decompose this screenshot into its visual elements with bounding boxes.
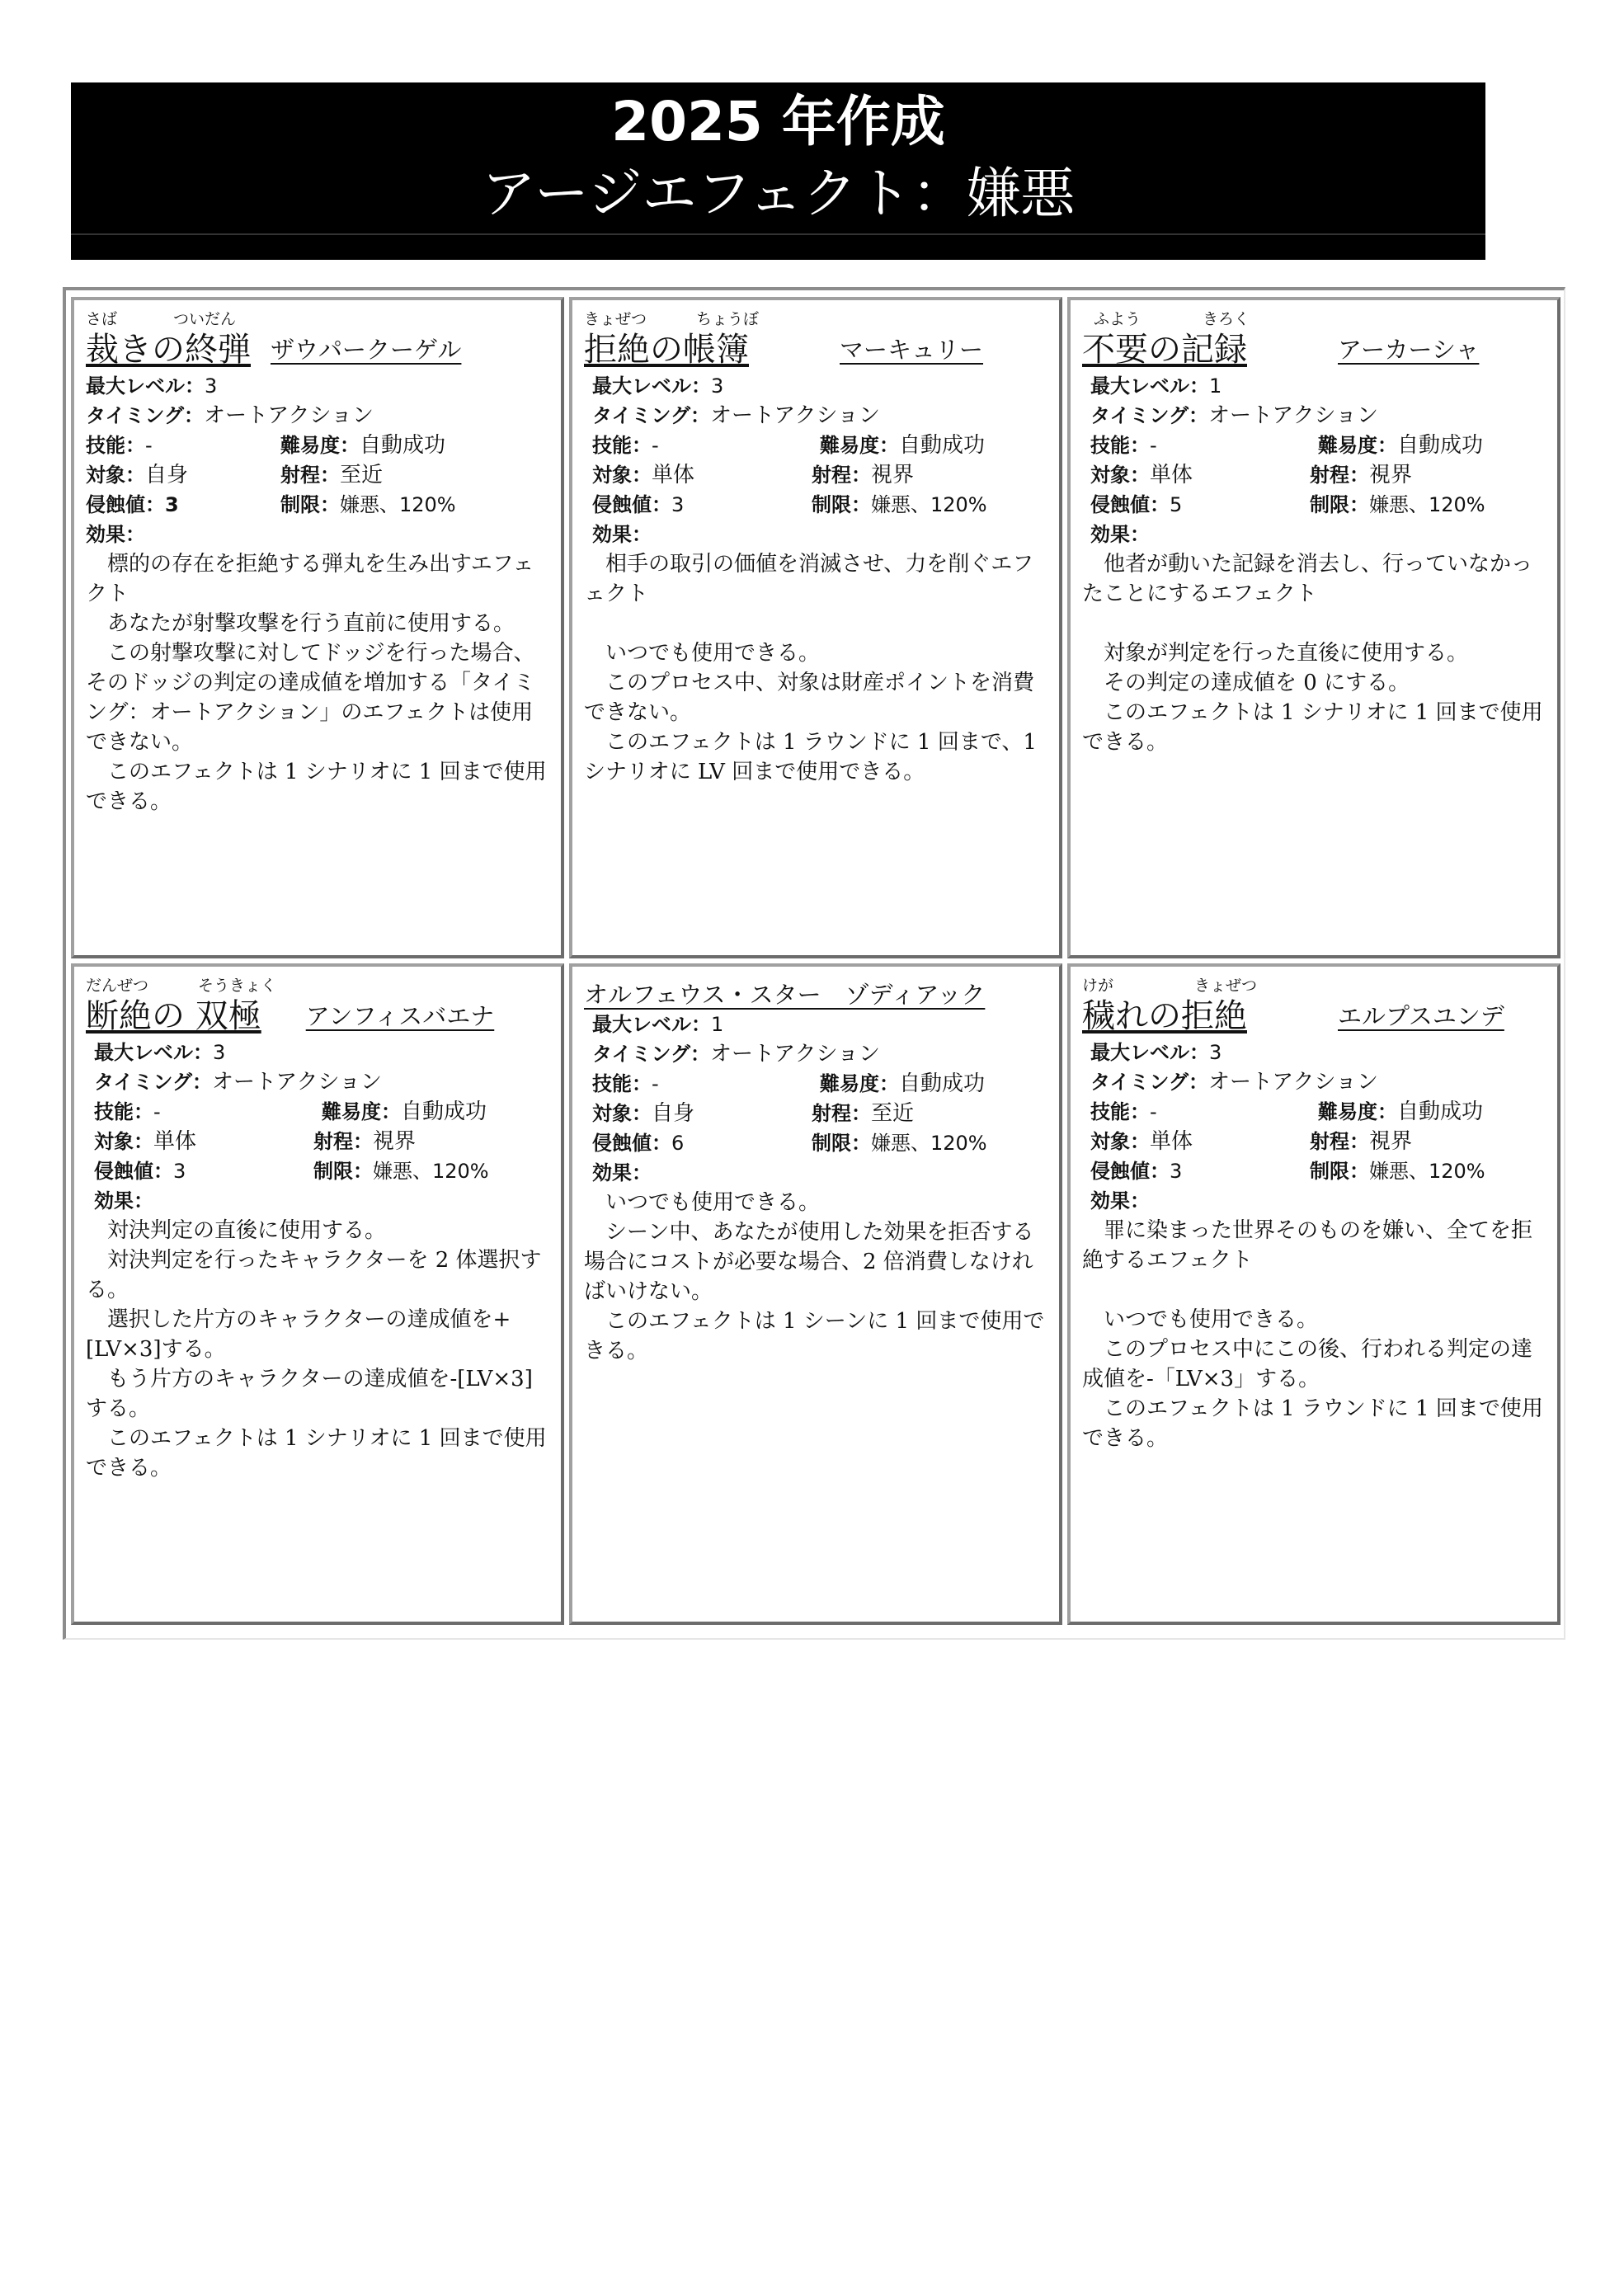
difficulty-label: 難易度： (322, 1100, 401, 1123)
erosion-value: 3 (165, 493, 179, 516)
effect-text (584, 549, 1047, 787)
effect-name: 穢れの拒絶 (1082, 997, 1247, 1035)
effect-paragraph (1082, 1275, 1546, 1305)
ruby-a: ふよう (1094, 310, 1142, 328)
timing-value: オートアクション (1208, 1070, 1378, 1095)
effect-label: 効果： (592, 523, 652, 546)
timing-label: タイミング： (592, 1043, 711, 1066)
effect-paragraph: 相手の取引の価値を消滅させ、力を削ぐエフェクト (584, 552, 1034, 606)
effect-reading: マーキュリー (840, 336, 984, 364)
stat-block (86, 371, 549, 549)
effect-card-sheet (63, 287, 1565, 1640)
ruby-b: きょぜつ (1194, 977, 1258, 995)
banner-title: アージエフェクト：嫌悪 (481, 162, 1076, 225)
range-label: 射程： (313, 1130, 373, 1153)
target-label: 対象： (86, 464, 145, 487)
effect-paragraph: このエフェクトは 1 シナリオに 1 回まで使用できる。 (1082, 700, 1543, 755)
skill-value: - (1150, 434, 1157, 457)
limit-value: 嫌悪、120% (1369, 1160, 1485, 1183)
timing-value: オートアクション (710, 403, 880, 428)
effect-name: 不要の記録 (1082, 331, 1247, 369)
skill-label: 技能： (1090, 1100, 1150, 1123)
effect-paragraph: 他者が動いた記録を消去し、行っていなかったことにするエフェクト (1082, 552, 1533, 606)
effect-card-orpheus-star (569, 963, 1062, 1625)
limit-value: 嫌悪、120% (373, 1160, 489, 1183)
limit-label: 制限： (1310, 1160, 1369, 1183)
ruby-b: ついだん (173, 310, 237, 328)
max-level-value: 3 (1209, 1041, 1222, 1064)
effect-card-danzetsu-soukyoku (71, 963, 564, 1625)
banner-year: 2025 年作成 (611, 90, 945, 153)
difficulty-label: 難易度： (820, 1072, 899, 1095)
title-banner (71, 82, 1485, 260)
difficulty-value: 自動成功 (899, 433, 986, 458)
difficulty-label: 難易度： (280, 434, 360, 457)
timing-value: オートアクション (212, 1070, 382, 1095)
range-label: 射程： (1310, 1130, 1369, 1153)
range-value: 視界 (373, 1129, 417, 1154)
effect-paragraph: 対決判定の直後に使用する。 (86, 1218, 387, 1243)
max-level-value: 1 (1209, 374, 1222, 398)
erosion-label: 侵蝕値： (592, 493, 671, 516)
target-value: 単体 (1150, 463, 1193, 487)
erosion-label: 侵蝕値： (94, 1160, 173, 1183)
range-value: 至近 (871, 1101, 915, 1126)
effect-card-kega-kyozetsu (1067, 963, 1560, 1625)
skill-value: - (153, 1100, 161, 1123)
limit-value: 嫌悪、120% (340, 493, 456, 516)
effect-reading: アーカーシャ (1338, 336, 1480, 364)
ruby-b: きろく (1203, 310, 1250, 328)
limit-label: 制限： (313, 1160, 373, 1183)
stat-block (584, 1010, 1047, 1188)
effect-paragraph: このエフェクトは 1 シーンに 1 回まで使用できる。 (584, 1309, 1045, 1363)
max-level-label: 最大レベル： (94, 1041, 213, 1064)
ruby-a: けが (1082, 977, 1114, 995)
ruby-row (86, 975, 549, 996)
erosion-label: 侵蝕値： (592, 1132, 671, 1155)
ruby-row (86, 308, 549, 330)
limit-label: 制限： (812, 1132, 871, 1155)
timing-label: タイミング： (94, 1071, 213, 1094)
target-value: 単体 (153, 1129, 197, 1154)
max-level-value: 3 (205, 374, 218, 398)
skill-value: - (1150, 1100, 1157, 1123)
effect-paragraph: シーン中、あなたが使用した効果を拒否する場合にコストが必要な場合、2 倍消費しなければいけない。 (584, 1220, 1034, 1304)
effect-paragraph: このプロセス中にこの後、行われる判定の達成値を-「LV×3」する。 (1082, 1337, 1533, 1391)
target-label: 対象： (1090, 1130, 1150, 1153)
erosion-label: 侵蝕値： (1090, 1160, 1170, 1183)
target-value: 自身 (145, 463, 189, 487)
erosion-value: 3 (671, 493, 685, 516)
erosion-label: 侵蝕値： (86, 493, 165, 516)
range-label: 射程： (280, 464, 340, 487)
range-label: 射程： (812, 464, 871, 487)
effect-label: 効果： (1090, 1189, 1150, 1212)
effect-paragraph: このエフェクトは 1 シナリオに 1 回まで使用できる。 (86, 760, 547, 814)
limit-value: 嫌悪、120% (1369, 493, 1485, 516)
erosion-value: 5 (1170, 493, 1183, 516)
stat-block (584, 371, 1047, 549)
ruby-b: そうきょく (198, 977, 277, 995)
max-level-value: 3 (213, 1041, 226, 1064)
range-value: 至近 (340, 463, 384, 487)
effect-paragraph: もう片方のキャラクターの達成値を-[LV×3]する。 (86, 1367, 533, 1421)
effect-name: 裁きの終弾 (86, 331, 251, 369)
timing-value: オートアクション (1208, 403, 1378, 428)
skill-label: 技能： (86, 434, 145, 457)
effect-reading: アンフィスバエナ (305, 1002, 495, 1030)
limit-value: 嫌悪、120% (871, 1132, 987, 1155)
effect-label: 効果： (1090, 523, 1150, 546)
skill-label: 技能： (94, 1100, 153, 1123)
difficulty-value: 自動成功 (899, 1071, 986, 1096)
max-level-label: 最大レベル： (592, 1013, 711, 1036)
effect-text (1082, 549, 1546, 757)
range-value: 視界 (871, 463, 915, 487)
effect-card-sabaki (71, 297, 564, 958)
ruby-a: きょぜつ (584, 310, 647, 328)
effect-paragraph: 罪に染まった世界そのものを嫌い、全てを拒絶するエフェクト (1082, 1218, 1533, 1273)
effect-label: 効果： (592, 1161, 652, 1184)
ruby-row (1082, 308, 1546, 330)
target-label: 対象： (1090, 464, 1150, 487)
range-value: 視界 (1369, 1129, 1413, 1154)
effect-paragraph (1082, 609, 1546, 638)
difficulty-value: 自動成功 (1397, 1099, 1484, 1124)
effect-text (1082, 1216, 1546, 1453)
target-value: 単体 (652, 463, 695, 487)
timing-label: タイミング： (592, 404, 711, 427)
effect-paragraph: このエフェクトは 1 ラウンドに 1 回まで、1 シナリオに LV 回まで使用できる。 (584, 730, 1037, 784)
target-label: 対象： (94, 1130, 153, 1153)
effect-paragraph: あなたが射撃攻撃を行う直前に使用する。 (86, 611, 515, 636)
range-label: 射程： (1310, 464, 1369, 487)
effect-paragraph: この射撃攻撃に対してドッジを行った場合、そのドッジの判定の達成値を増加する「タイミング：オートアクション」のエフェクトは使用できない。 (86, 641, 535, 755)
max-level-label: 最大レベル： (592, 374, 711, 398)
skill-label: 技能： (592, 434, 652, 457)
timing-label: タイミング： (1090, 404, 1209, 427)
max-level-label: 最大レベル： (1090, 1041, 1209, 1064)
effect-paragraph: このプロセス中、対象は財産ポイントを消費できない。 (584, 671, 1035, 725)
effect-paragraph: このエフェクトは 1 ラウンドに 1 回まで使用できる。 (1082, 1396, 1543, 1451)
max-level-label: 最大レベル： (86, 374, 205, 398)
effect-paragraph (584, 609, 1047, 638)
difficulty-label: 難易度： (1318, 434, 1397, 457)
difficulty-value: 自動成功 (1397, 433, 1484, 458)
erosion-value: 3 (173, 1160, 186, 1183)
effect-name: オルフェウス・スター ゾディアック (584, 981, 986, 1009)
effect-card-fuyou-kiroku (1067, 297, 1560, 958)
limit-label: 制限： (812, 493, 871, 516)
effect-reading: ザウパークーゲル (271, 336, 462, 364)
ruby-row (1082, 975, 1546, 996)
effect-paragraph: 標的の存在を拒絶する弾丸を生み出すエフェクト (86, 552, 534, 606)
ruby-b: ちょうぼ (696, 310, 760, 328)
limit-label: 制限： (1310, 493, 1369, 516)
effect-label: 効果： (94, 1189, 153, 1212)
max-level-value: 1 (711, 1013, 724, 1036)
ruby-a: さば (86, 310, 118, 328)
effect-paragraph: その判定の達成値を 0 にする。 (1082, 671, 1410, 695)
effect-text (86, 1216, 549, 1483)
erosion-value: 6 (671, 1132, 685, 1155)
difficulty-value: 自動成功 (360, 433, 446, 458)
stat-block (86, 1038, 549, 1216)
skill-value: - (145, 434, 153, 457)
effect-paragraph: 選択した片方のキャラクターの達成値を+[LV×3]する。 (86, 1307, 511, 1362)
effect-label: 効果： (86, 523, 145, 546)
effect-paragraph: このエフェクトは 1 シナリオに 1 回まで使用できる。 (86, 1426, 547, 1481)
skill-label: 技能： (592, 1072, 652, 1095)
ruby-row (584, 308, 1047, 330)
difficulty-label: 難易度： (1318, 1100, 1397, 1123)
max-level-label: 最大レベル： (1090, 374, 1209, 398)
effect-name: 拒絶の帳簿 (584, 331, 749, 369)
timing-label: タイミング： (1090, 1071, 1209, 1094)
max-level-value: 3 (711, 374, 724, 398)
skill-value: - (652, 1072, 659, 1095)
effect-reading: エルプスユンデ (1338, 1002, 1504, 1030)
range-value: 視界 (1369, 463, 1413, 487)
skill-value: - (652, 434, 659, 457)
target-label: 対象： (592, 464, 652, 487)
effect-paragraph: いつでも使用できる。 (584, 1190, 821, 1215)
timing-value: オートアクション (710, 1042, 880, 1066)
target-label: 対象： (592, 1102, 652, 1125)
difficulty-value: 自動成功 (401, 1099, 487, 1124)
target-value: 自身 (652, 1101, 695, 1126)
ruby-a: だんぜつ (86, 977, 149, 995)
erosion-value: 3 (1170, 1160, 1183, 1183)
stat-block (1082, 371, 1546, 549)
banner-rule (71, 233, 1485, 235)
effect-paragraph: いつでも使用できる。 (584, 641, 821, 666)
skill-label: 技能： (1090, 434, 1150, 457)
effect-text (86, 549, 549, 817)
stat-block (1082, 1038, 1546, 1216)
timing-value: オートアクション (204, 403, 374, 428)
timing-label: タイミング： (86, 404, 205, 427)
range-label: 射程： (812, 1102, 871, 1125)
effect-paragraph: 対決判定を行ったキャラクターを 2 体選択する。 (86, 1248, 542, 1302)
effect-name: 断絶の 双極 (86, 997, 261, 1035)
effect-card-kyozetsu-chobo (569, 297, 1062, 958)
erosion-label: 侵蝕値： (1090, 493, 1170, 516)
effect-text (584, 1188, 1047, 1366)
target-value: 単体 (1150, 1129, 1193, 1154)
limit-value: 嫌悪、120% (871, 493, 987, 516)
limit-label: 制限： (280, 493, 340, 516)
effect-paragraph: 対象が判定を行った直後に使用する。 (1082, 641, 1469, 666)
effect-paragraph: いつでも使用できる。 (1082, 1307, 1319, 1332)
difficulty-label: 難易度： (820, 434, 899, 457)
